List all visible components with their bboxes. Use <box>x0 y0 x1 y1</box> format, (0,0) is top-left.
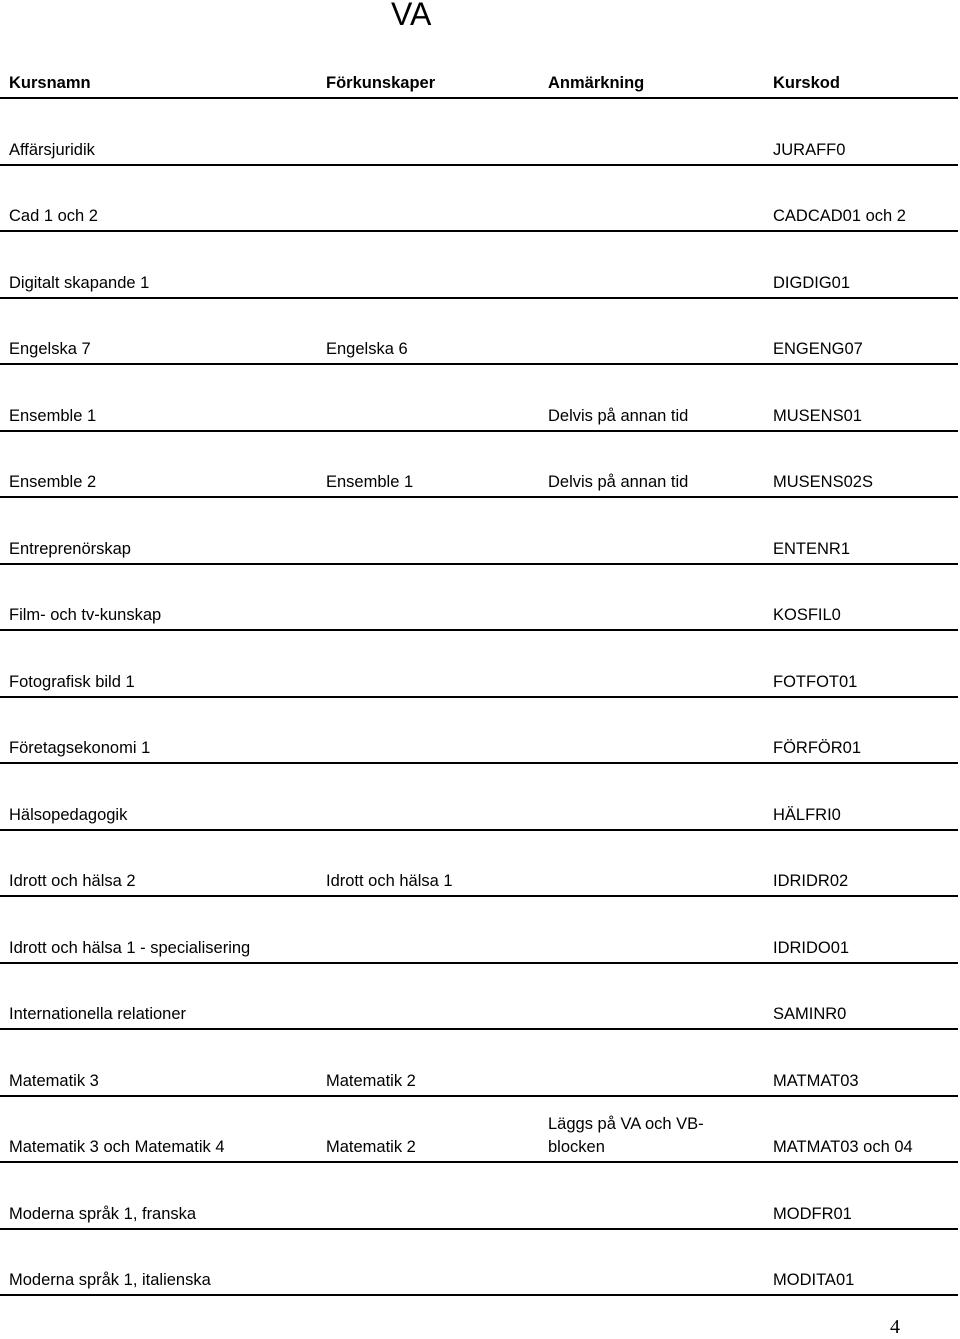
remark-cell: Delvis på annan tid <box>548 406 689 425</box>
course-name-cell: Digitalt skapande 1 <box>9 273 150 292</box>
course-code-cell: ENGENG07 <box>773 340 863 358</box>
course-code-cell: MODFR01 <box>773 1204 852 1223</box>
course-code-cell: MATMAT03 och 04 <box>773 1138 913 1156</box>
table-header-row <box>0 66 958 99</box>
remark-cell: Läggs på VA och VB-blocken <box>548 1115 704 1156</box>
course-name-cell: Matematik 3 och Matematik 4 <box>9 1138 225 1156</box>
course-code-cell: ENTENR1 <box>773 539 851 558</box>
header-prerequisites: Förkunskaper <box>326 74 436 92</box>
prerequisites-cell: Ensemble 1 <box>326 473 414 491</box>
table-row <box>0 1030 958 1097</box>
course-name-cell: Film- och tv-kunskap <box>9 606 162 624</box>
course-name-cell: Entreprenörskap <box>9 539 131 558</box>
table-row <box>0 432 958 499</box>
header-course-name: Kursnamn <box>9 74 91 92</box>
course-name-cell: Idrott och hälsa 1 - specialisering <box>9 938 251 957</box>
table-body <box>0 99 958 1296</box>
course-code-cell: MODITA01 <box>773 1271 855 1289</box>
table-row <box>0 698 958 765</box>
table-row <box>0 764 958 831</box>
table-row <box>0 1097 958 1164</box>
page-number: 4 <box>890 1316 900 1338</box>
page-title: VA <box>391 0 432 32</box>
course-code-cell: HÄLFRI0 <box>773 805 841 824</box>
course-name-cell: Matematik 3 <box>9 1071 99 1090</box>
course-name-cell: Hälsopedagogik <box>9 805 128 824</box>
course-code-cell: JURAFF0 <box>773 140 846 159</box>
course-name-cell: Affärsjuridik <box>9 140 95 159</box>
course-name-cell: Ensemble 2 <box>9 473 97 491</box>
course-name-cell: Internationella relationer <box>9 1005 187 1023</box>
course-code-cell: MATMAT03 <box>773 1071 859 1090</box>
course-code-cell: FOTFOT01 <box>773 672 858 691</box>
table-row <box>0 1230 958 1297</box>
header-remark: Anmärkning <box>548 74 645 92</box>
prerequisites-cell: Matematik 2 <box>326 1138 416 1156</box>
table-row <box>0 1163 958 1230</box>
course-table <box>0 66 958 1296</box>
table-row <box>0 964 958 1031</box>
prerequisites-cell: Engelska 6 <box>326 340 408 358</box>
table-row <box>0 232 958 299</box>
table-row <box>0 166 958 233</box>
course-code-cell: MUSENS01 <box>773 406 862 425</box>
course-name-cell: Fotografisk bild 1 <box>9 672 135 691</box>
course-name-cell: Företagsekonomi 1 <box>9 739 151 757</box>
table-row <box>0 831 958 898</box>
table-row <box>0 99 958 166</box>
prerequisites-cell: Matematik 2 <box>326 1071 416 1090</box>
course-code-cell: SAMINR0 <box>773 1005 847 1023</box>
course-name-cell: Idrott och hälsa 2 <box>9 872 136 890</box>
prerequisites-cell: Idrott och hälsa 1 <box>326 872 453 890</box>
course-name-cell: Moderna språk 1, italienska <box>9 1271 211 1289</box>
course-name-cell: Moderna språk 1, franska <box>9 1204 197 1223</box>
course-code-cell: DIGDIG01 <box>773 273 851 292</box>
course-code-cell: MUSENS02S <box>773 473 873 491</box>
header-course-code: Kurskod <box>773 74 840 92</box>
table-row <box>0 299 958 366</box>
table-row <box>0 565 958 632</box>
course-code-cell: CADCAD01 och 2 <box>773 207 906 225</box>
course-code-cell: KOSFIL0 <box>773 606 841 624</box>
course-code-cell: IDRIDO01 <box>773 938 850 957</box>
table-row <box>0 897 958 964</box>
table-row <box>0 498 958 565</box>
course-code-cell: FÖRFÖR01 <box>773 739 862 757</box>
course-code-cell: IDRIDR02 <box>773 872 849 890</box>
remark-cell: Delvis på annan tid <box>548 473 689 491</box>
course-name-cell: Engelska 7 <box>9 340 91 358</box>
course-name-cell: Cad 1 och 2 <box>9 207 98 225</box>
table-row <box>0 631 958 698</box>
course-name-cell: Ensemble 1 <box>9 406 97 425</box>
table-row <box>0 365 958 432</box>
